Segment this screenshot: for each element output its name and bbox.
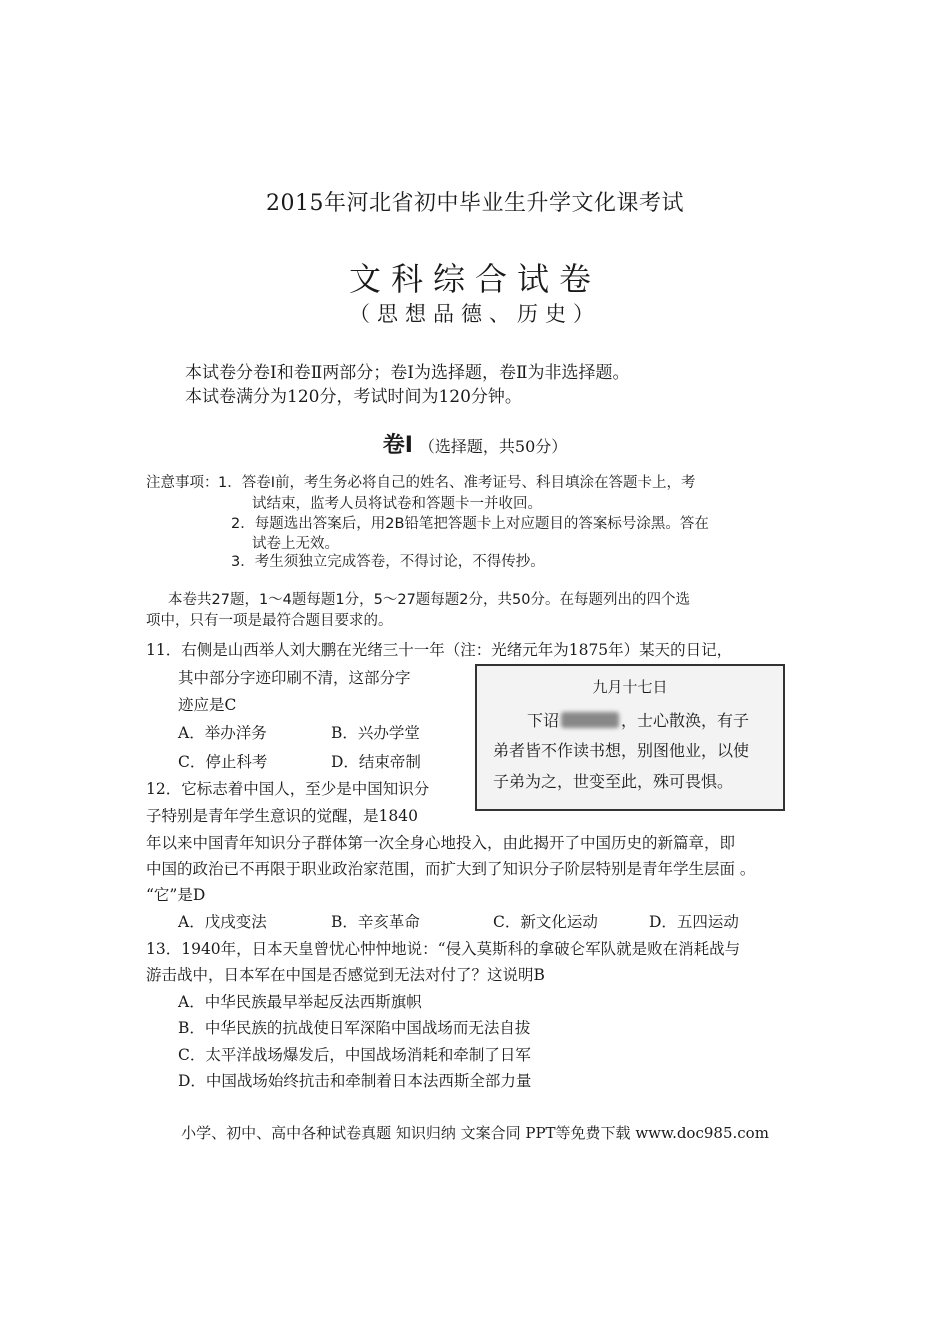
q12-line-3: 年以来中国青年知识分子群体第一次全身心地投入，由此揭开了中国历史的新篇章，即 (146, 834, 736, 852)
q13-line-2: 游击战中，日本军在中国是否感觉到无法对付了？这说明B (146, 966, 545, 984)
q11-option-d: D．结束帝制 (331, 753, 421, 771)
note-2-line-2: 试卷上无效。 (252, 536, 339, 552)
q12-line-1: 12．它标志着中国人，至少是中国知识分 (146, 780, 430, 798)
section-label: 卷Ⅰ (382, 433, 413, 458)
q13-option-b: B．中华民族的抗战使日军深陷中国战场而无法自拔 (178, 1019, 531, 1037)
q11-option-b: B．兴办学堂 (331, 724, 420, 742)
diary-line-2: 弟者皆不作读书想，别图他业，以使 (493, 741, 750, 760)
diary-line-1-start: 下诏 (527, 711, 560, 730)
note-1-line-2: 试结束，监考人员将试卷和答题卡一并收回。 (252, 496, 542, 512)
q11-line-3: 迹应是C (178, 696, 237, 714)
diary-line-1 (527, 708, 749, 731)
q12-option-b: B．辛亥革命 (331, 913, 420, 931)
section-note: （选择题，共50分） (418, 437, 568, 456)
paper-title: 文科综合试卷 (348, 260, 601, 298)
q12-option-c: C．新文化运动 (493, 913, 598, 931)
q13-option-a: A．中华民族最早举起反法西斯旗帜 (178, 993, 422, 1011)
q13-option-d: D．中国战场始终抗击和牵制着日本法西斯全部力量 (178, 1072, 532, 1090)
note-3: 3．考生须独立完成答卷，不得讨论，不得传抄。 (231, 554, 545, 570)
q13-line-1: 13．1940年，日本天皇曾忧心忡忡地说：“侵入莫斯科的拿破仑军队就是败在消耗战与 (146, 940, 741, 958)
q12-line-2: 子特别是青年学生意识的觉醒，是1840 (146, 807, 418, 825)
intro-line-2: 本试卷满分为120分，考试时间为120分钟。 (185, 387, 522, 407)
q12-line-5: “它”是D (146, 886, 206, 904)
q12-option-d: D．五四运动 (649, 913, 739, 931)
exam-title: 2015年河北省初中毕业生升学文化课考试 (266, 191, 684, 216)
paper-subtitle: （思想品德、历史） (349, 302, 601, 326)
note-1-line-1: 1．答卷Ⅰ前，考生务必将自己的姓名、准考证号、科目填涂在答题卡上，考 (218, 475, 696, 491)
note-2-line-1: 2．每题选出答案后，用2B铅笔把答题卡上对应题目的答案标号涂黑。答在 (231, 516, 709, 532)
diary-date: 九月十七日 (592, 678, 668, 696)
q11-line-2: 其中部分字迹印刷不清，这部分字 (178, 669, 411, 687)
q12-line-4: 中国的政治已不再限于职业政治家范围，而扩大到了知识分子阶层特别是青年学生层面 。 (146, 860, 756, 878)
q11-option-a: A．举办洋务 (178, 724, 267, 742)
diary-excerpt-image (475, 664, 785, 811)
q11-option-c: C．停止科考 (178, 753, 268, 771)
notes-heading: 注意事项： (146, 475, 219, 491)
diary-line-3: 子弟为之，世变至此，殊可畏惧。 (493, 772, 734, 791)
q12-option-a: A．戊戌变法 (178, 913, 267, 931)
diary-line-1-end: ，士心散涣，有子 (621, 711, 750, 730)
q11-line-1: 11．右侧是山西举人刘大鹏在光绪三十一年（注：光绪元年为1875年）某天的日记， (146, 641, 733, 659)
q13-option-c: C．太平洋战场爆发后，中国战场消耗和牵制了日军 (178, 1046, 531, 1064)
page-footer: 小学、初中、高中各种试卷真题 知识归纳 文案合同 PPT等免费下载 www.doc985.com (181, 1124, 769, 1142)
instructions-line-2: 项中，只有一项是最符合题目要求的。 (146, 613, 393, 629)
section-heading (0, 428, 950, 459)
intro-line-1: 本试卷分卷Ⅰ和卷Ⅱ两部分；卷Ⅰ为选择题，卷Ⅱ为非选择题。 (185, 363, 630, 383)
instructions-line-1: 本卷共27题，1～4题每题1分，5～27题每题2分，共50分。在每题列出的四个选 (168, 592, 690, 608)
blurred-text (561, 712, 619, 728)
